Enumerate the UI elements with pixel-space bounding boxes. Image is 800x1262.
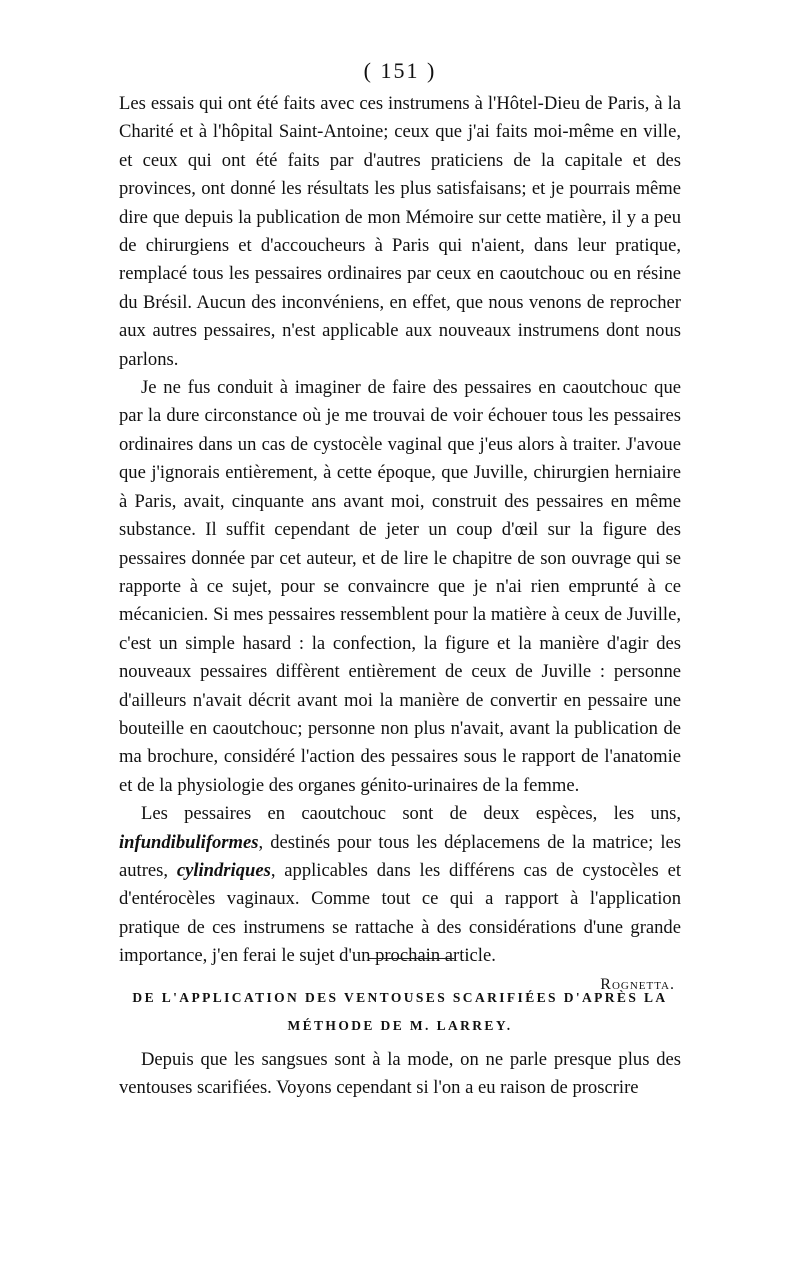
article-body	[119, 90, 681, 999]
paragraph-3	[119, 800, 681, 970]
page-number: ( 151 )	[363, 58, 437, 83]
author-signature: Rognetta.	[600, 975, 675, 993]
term-infundibuliformes: infundibuliformes	[119, 831, 259, 853]
paragraph-1: Les essais qui ont été faits avec ces instrumens à l'Hôtel-Dieu de Paris, à la Charité et à l'hôpital Saint-Antoine; ceux que j'ai faits moi-même en ville, et ceux qui ont été faits par d'autres praticiens de la capitale et des provinces, ont donné les résultats les plus satisfaisans; et je pourrais même dire que depuis la publication de mon Mémoire sur cette matière, il y a peu de chirurgiens et d'accoucheurs à Paris qui n'aient, dans leur pratique, remplacé tous les pessaires ordinaires par ceux en caoutchouc ou en résine du Brésil. Aucun des inconvéniens, en effet, que nous venons de reprocher aux autres pessaires, n'est applicable aux nouveaux instrumens dont nous parlons.	[119, 93, 681, 370]
paragraph-2: Je ne fus conduit à imaginer de faire des pessaires en caoutchouc que par la dure circonstance où je me trouvai de voir échouer tous les pessaires ordinaires dans un cas de cystocèle vaginal que j'eus alors à traiter. J'avoue que j'ignorais entièrement, à cette époque, que Juville, chirurgien herniaire à Paris, avait, cinquante ans avant moi, construit des pessaires en même substance. Il suffit cependant de jeter un coup d'œil sur la figure des pessaires donnée par cet auteur, et de lire le chapitre de son ouvrage qui se rapporte à ce sujet, pour se convaincre que je n'ai rien emprunté à ce mécanicien. Si mes pessaires ressemblent pour la matière à ceux de Juville, c'est un simple hasard : la confection, la figure et la manière d'agir des nouveaux pessaires diffèrent entièrement de ceux de Juville : personne d'ailleurs n'avait décrit avant moi la manière de convertir en pessaire une bouteille en caoutchouc; personne non plus n'avait, avant la publication de ma brochure, considéré l'action des pessaires sous le rapport de l'anatomie et de la physiologie des organes génito-urinaires de la femme.	[119, 377, 681, 796]
section-heading-line-2: MÉTHODE DE M. LARREY.	[287, 1018, 513, 1033]
section-2-body	[119, 1046, 681, 1103]
paragraph-3-text-1: Les pessaires en caoutchouc sont de deux espèces, les uns,	[141, 803, 681, 825]
section-heading-line-1: DE L'APPLICATION DES VENTOUSES SCARIFIÉES D'APRÈS LA	[132, 990, 668, 1005]
section-heading	[119, 984, 681, 1040]
term-cylindriques: cylindriques	[176, 859, 271, 881]
paragraph-3-text-3: , applicables dans les différens cas de cystocèles et d'entérocèles vaginaux. Comme tout ce qui a rapport à l'application pratique de ces instrumens se rattache à des considérations d'une grande importance, j'en ferai le sujet d'un prochain article.	[119, 859, 681, 967]
section-2-paragraph: Depuis que les sangsues sont à la mode, on ne parle presque plus des ventouses scarifiées. Voyons cependant si l'on a eu raison de proscrire	[119, 1049, 681, 1099]
section-divider	[368, 958, 454, 959]
paragraph-3-text-2: , destinés pour tous les déplacemens de la matrice; les autres,	[119, 831, 681, 881]
